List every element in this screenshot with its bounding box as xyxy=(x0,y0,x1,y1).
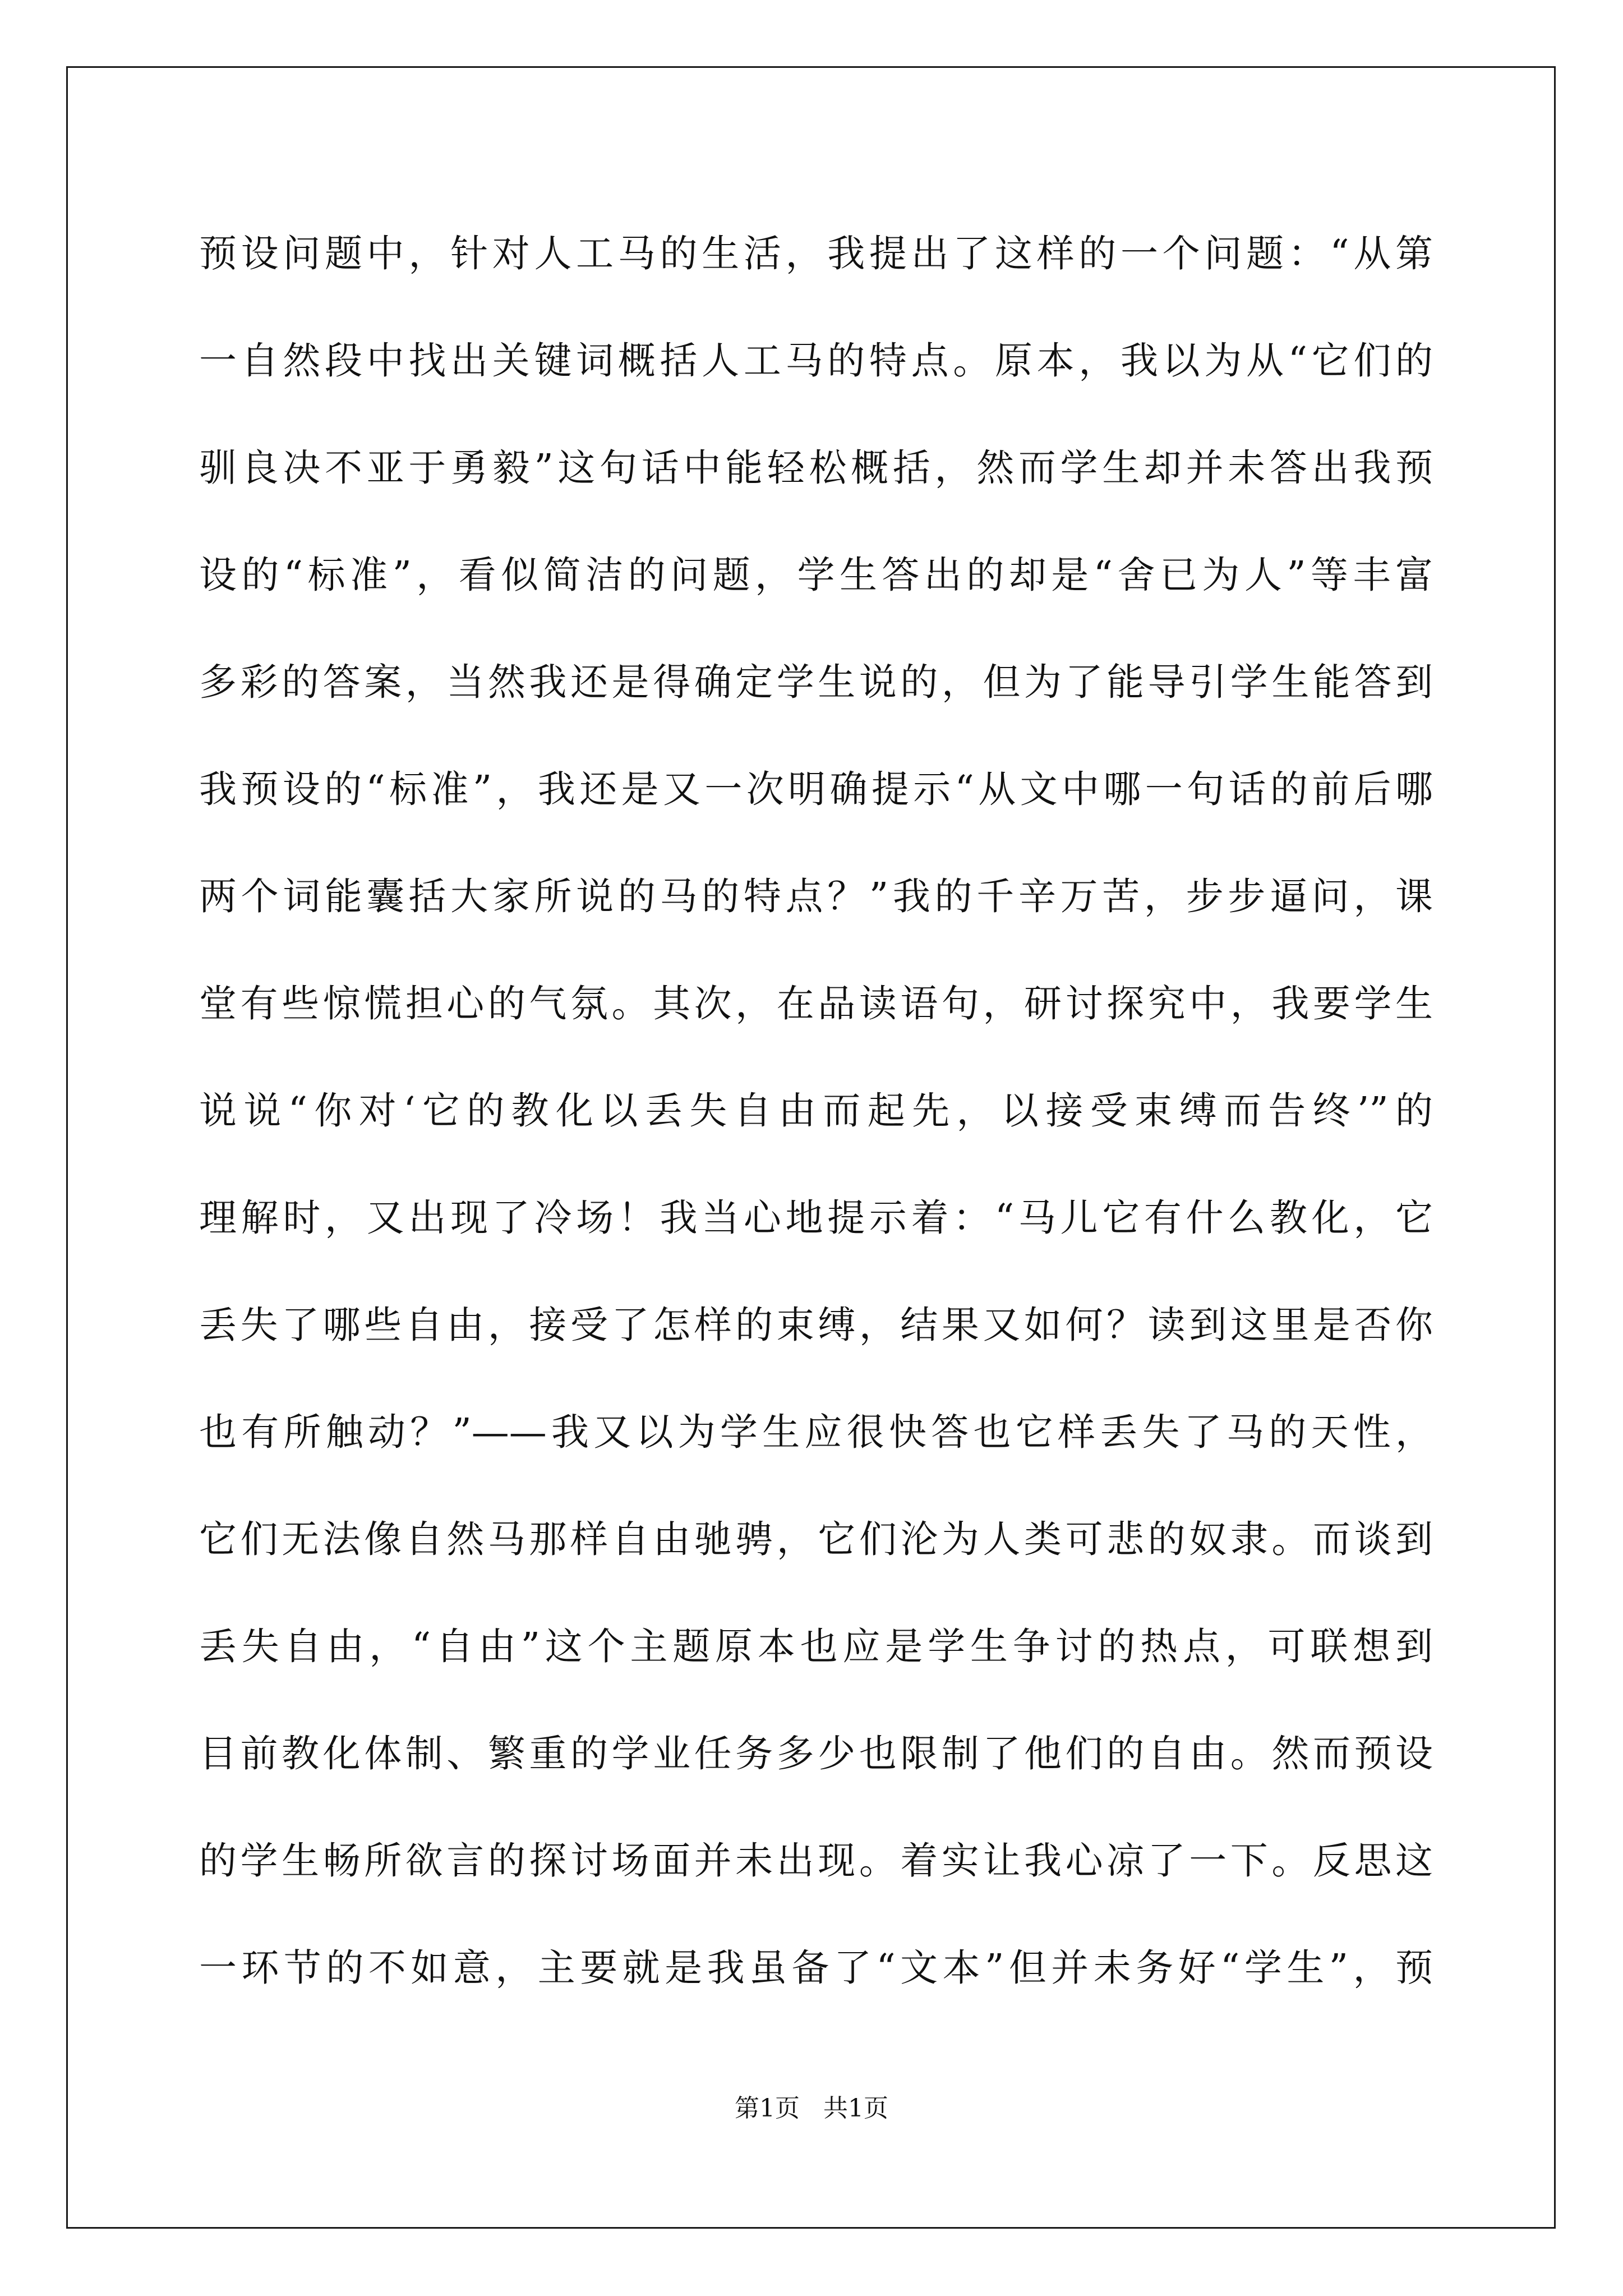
text-line: 驯良决不亚于勇毅”这句话中能轻松概括，然而学生却并未答出我预 xyxy=(199,446,1433,490)
text-line: 它们无法像自然马那样自由驰骋，它们沦为人类可悲的奴隶。而谈到 xyxy=(199,1517,1433,1561)
text-line: 理解时，又出现了冷场！我当心地提示着：“马儿它有什么教化，它 xyxy=(199,1196,1433,1240)
text-line: 丢失了哪些自由，接受了怎样的束缚，结果又如何？读到这里是否你 xyxy=(199,1303,1433,1347)
text-line: 一自然段中找出关键词概括人工马的特点。原本，我以为从“它们的 xyxy=(199,339,1433,383)
text-line: 也有所触动？”——我又以为学生应很快答也它样丢失了马的天性， xyxy=(199,1410,1433,1454)
text-line: 的学生畅所欲言的探讨场面并未出现。着实让我心凉了一下。反思这 xyxy=(199,1839,1433,1883)
page-footer: 第1页 共1页 xyxy=(735,2094,888,2123)
text-line: 预设问题中，针对人工马的生活，我提出了这样的一个问题：“从第 xyxy=(199,232,1433,275)
text-line: 两个词能囊括大家所说的马的特点？”我的千辛万苦，步步逼问，课 xyxy=(199,875,1433,918)
text-line: 多彩的答案，当然我还是得确定学生说的，但为了能导引学生能答到 xyxy=(199,660,1433,704)
text-line: 目前教化体制、繁重的学业任务多少也限制了他们的自由。然而预设 xyxy=(199,1732,1433,1775)
text-line: 我预设的“标准”，我还是又一次明确提示“从文中哪一句话的前后哪 xyxy=(199,767,1433,811)
body-text xyxy=(199,216,1433,2037)
text-line: 堂有些惊慌担心的气氛。其次，在品读语句，研讨探究中，我要学生 xyxy=(199,982,1433,1025)
text-line: 说说“你对‘它的教化以丢失自由而起先，以接受束缚而告终’”的 xyxy=(199,1089,1433,1133)
text-line: 丢失自由，“自由”这个主题原本也应是学生争讨的热点，可联想到 xyxy=(199,1625,1433,1668)
text-line: 一环节的不如意，主要就是我虽备了“文本”但并未务好“学生”，预 xyxy=(199,1946,1433,1990)
text-line: 设的“标准”，看似简洁的问题，学生答出的却是“舍已为人”等丰富 xyxy=(199,553,1433,597)
